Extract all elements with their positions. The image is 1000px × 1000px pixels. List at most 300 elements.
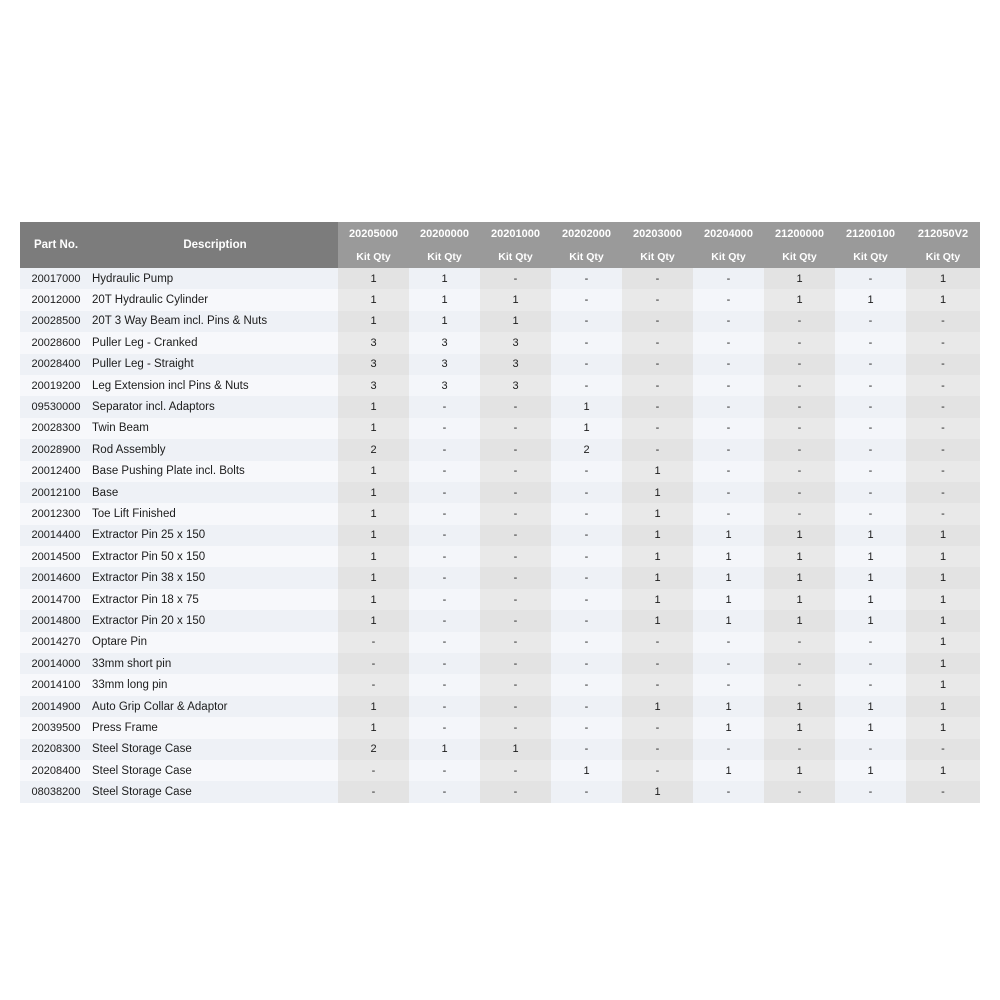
table-row — [20, 781, 980, 802]
cell-kit-qty: 1 — [551, 418, 622, 439]
cell-kit-qty: 1 — [338, 461, 409, 482]
cell-kit-qty: 1 — [906, 525, 980, 546]
cell-kit-qty: 1 — [906, 653, 980, 674]
cell-kit-qty: 3 — [409, 354, 480, 375]
cell-kit-qty: - — [551, 525, 622, 546]
cell-kit-qty: 1 — [906, 674, 980, 695]
header-kit-code-0: 20205000 — [338, 222, 409, 245]
cell-kit-qty: 3 — [338, 332, 409, 353]
cell-kit-qty: 1 — [622, 567, 693, 588]
cell-kit-qty: 1 — [764, 268, 835, 289]
cell-kit-qty: - — [409, 632, 480, 653]
table-row — [20, 332, 980, 353]
table-row — [20, 589, 980, 610]
cell-kit-qty: - — [480, 461, 551, 482]
cell-kit-qty: 1 — [764, 760, 835, 781]
cell-part-no: 20012400 — [20, 461, 92, 482]
cell-kit-qty: 1 — [409, 311, 480, 332]
cell-description: Extractor Pin 25 x 150 — [92, 525, 338, 546]
cell-kit-qty: - — [906, 781, 980, 802]
cell-kit-qty: - — [693, 439, 764, 460]
cell-kit-qty: - — [409, 696, 480, 717]
cell-kit-qty: - — [409, 760, 480, 781]
cell-kit-qty: - — [409, 717, 480, 738]
cell-kit-qty: - — [409, 525, 480, 546]
cell-part-no: 20014500 — [20, 546, 92, 567]
table-row — [20, 354, 980, 375]
table-row — [20, 653, 980, 674]
cell-kit-qty: - — [551, 461, 622, 482]
cell-kit-qty: - — [409, 503, 480, 524]
table-row — [20, 289, 980, 310]
cell-kit-qty: 1 — [338, 418, 409, 439]
cell-kit-qty: - — [622, 289, 693, 310]
cell-kit-qty: - — [551, 696, 622, 717]
cell-kit-qty: 1 — [338, 396, 409, 417]
cell-kit-qty: - — [622, 739, 693, 760]
cell-description: Steel Storage Case — [92, 739, 338, 760]
cell-kit-qty: - — [622, 375, 693, 396]
cell-kit-qty: - — [906, 461, 980, 482]
cell-kit-qty: - — [693, 418, 764, 439]
cell-kit-qty: 1 — [338, 503, 409, 524]
cell-description: Puller Leg - Straight — [92, 354, 338, 375]
cell-kit-qty: 1 — [764, 696, 835, 717]
header-kit-qty-2: Kit Qty — [480, 245, 551, 268]
cell-kit-qty: - — [480, 482, 551, 503]
cell-kit-qty: - — [551, 268, 622, 289]
cell-kit-qty: - — [693, 632, 764, 653]
cell-kit-qty: - — [338, 760, 409, 781]
cell-kit-qty: 1 — [693, 546, 764, 567]
cell-description: Extractor Pin 50 x 150 — [92, 546, 338, 567]
table-row — [20, 717, 980, 738]
cell-kit-qty: 1 — [835, 567, 906, 588]
cell-kit-qty: - — [551, 567, 622, 588]
cell-kit-qty: 3 — [409, 332, 480, 353]
cell-kit-qty: 1 — [622, 696, 693, 717]
cell-kit-qty: - — [338, 653, 409, 674]
cell-kit-qty: 1 — [906, 546, 980, 567]
cell-kit-qty: - — [622, 354, 693, 375]
cell-kit-qty: - — [480, 632, 551, 653]
header-kit-code-3: 20202000 — [551, 222, 622, 245]
cell-kit-qty: 1 — [551, 396, 622, 417]
header-kit-code-1: 20200000 — [409, 222, 480, 245]
cell-description: Toe Lift Finished — [92, 503, 338, 524]
cell-kit-qty: - — [835, 461, 906, 482]
cell-kit-qty: - — [835, 268, 906, 289]
cell-part-no: 20014700 — [20, 589, 92, 610]
table-row — [20, 461, 980, 482]
cell-kit-qty: 1 — [622, 503, 693, 524]
cell-kit-qty: - — [480, 674, 551, 695]
cell-kit-qty: - — [835, 418, 906, 439]
cell-kit-qty: 1 — [693, 610, 764, 631]
cell-kit-qty: - — [693, 268, 764, 289]
cell-kit-qty: 1 — [409, 268, 480, 289]
cell-kit-qty: 1 — [622, 610, 693, 631]
table-row — [20, 396, 980, 417]
cell-description: Optare Pin — [92, 632, 338, 653]
cell-kit-qty: - — [693, 461, 764, 482]
table-row — [20, 632, 980, 653]
cell-kit-qty: - — [480, 696, 551, 717]
cell-kit-qty: - — [906, 503, 980, 524]
cell-description: Base Pushing Plate incl. Bolts — [92, 461, 338, 482]
cell-kit-qty: - — [693, 503, 764, 524]
cell-kit-qty: - — [551, 482, 622, 503]
table-row — [20, 739, 980, 760]
cell-kit-qty: 1 — [764, 289, 835, 310]
cell-kit-qty: 1 — [622, 525, 693, 546]
cell-kit-qty: 1 — [764, 610, 835, 631]
cell-kit-qty: - — [409, 396, 480, 417]
cell-kit-qty: 1 — [409, 289, 480, 310]
cell-kit-qty: - — [409, 546, 480, 567]
cell-kit-qty: 1 — [338, 567, 409, 588]
cell-kit-qty: - — [338, 674, 409, 695]
cell-description: Separator incl. Adaptors — [92, 396, 338, 417]
cell-kit-qty: - — [835, 674, 906, 695]
cell-kit-qty: 1 — [835, 589, 906, 610]
cell-kit-qty: - — [835, 396, 906, 417]
cell-kit-qty: 1 — [551, 760, 622, 781]
cell-kit-qty: - — [409, 439, 480, 460]
cell-kit-qty: - — [835, 739, 906, 760]
cell-description: 20T Hydraulic Cylinder — [92, 289, 338, 310]
cell-kit-qty: - — [622, 439, 693, 460]
cell-kit-qty: 1 — [338, 311, 409, 332]
cell-kit-qty: - — [551, 739, 622, 760]
cell-kit-qty: - — [906, 482, 980, 503]
cell-kit-qty: 1 — [409, 739, 480, 760]
cell-part-no: 20039500 — [20, 717, 92, 738]
cell-kit-qty: - — [409, 610, 480, 631]
header-kit-code-4: 20203000 — [622, 222, 693, 245]
cell-kit-qty: - — [693, 332, 764, 353]
cell-part-no: 20014600 — [20, 567, 92, 588]
cell-kit-qty: 2 — [338, 439, 409, 460]
cell-kit-qty: - — [693, 375, 764, 396]
cell-kit-qty: 3 — [480, 332, 551, 353]
cell-kit-qty: 1 — [338, 482, 409, 503]
cell-kit-qty: - — [409, 653, 480, 674]
header-kit-qty-1: Kit Qty — [409, 245, 480, 268]
cell-kit-qty: - — [764, 396, 835, 417]
cell-description: 33mm long pin — [92, 674, 338, 695]
header-kit-code-8: 212050V2 — [906, 222, 980, 245]
cell-kit-qty: - — [480, 589, 551, 610]
cell-kit-qty: 1 — [906, 610, 980, 631]
cell-part-no: 20012000 — [20, 289, 92, 310]
cell-kit-qty: 1 — [693, 717, 764, 738]
table-row — [20, 546, 980, 567]
cell-kit-qty: - — [693, 653, 764, 674]
header-kit-qty-4: Kit Qty — [622, 245, 693, 268]
cell-kit-qty: - — [409, 589, 480, 610]
cell-kit-qty: - — [551, 610, 622, 631]
cell-description: Steel Storage Case — [92, 781, 338, 802]
cell-kit-qty: - — [693, 289, 764, 310]
cell-kit-qty: - — [693, 674, 764, 695]
header-kit-code-5: 20204000 — [693, 222, 764, 245]
table-row — [20, 268, 980, 289]
cell-kit-qty: 1 — [480, 311, 551, 332]
cell-part-no: 20014100 — [20, 674, 92, 695]
header-kit-qty-0: Kit Qty — [338, 245, 409, 268]
table-row — [20, 610, 980, 631]
cell-kit-qty: - — [693, 354, 764, 375]
header-kit-qty-6: Kit Qty — [764, 245, 835, 268]
cell-kit-qty: 1 — [764, 589, 835, 610]
header-part-no: Part No. — [20, 222, 92, 268]
cell-kit-qty: - — [409, 418, 480, 439]
cell-kit-qty: - — [764, 739, 835, 760]
cell-kit-qty: - — [906, 418, 980, 439]
cell-kit-qty: - — [906, 739, 980, 760]
cell-kit-qty: - — [764, 461, 835, 482]
cell-kit-qty: 3 — [480, 375, 551, 396]
cell-kit-qty: - — [764, 418, 835, 439]
cell-kit-qty: 1 — [338, 525, 409, 546]
cell-kit-qty: - — [764, 354, 835, 375]
cell-part-no: 20208400 — [20, 760, 92, 781]
cell-kit-qty: 1 — [338, 610, 409, 631]
cell-description: Extractor Pin 20 x 150 — [92, 610, 338, 631]
cell-part-no: 20014270 — [20, 632, 92, 653]
cell-kit-qty: 1 — [622, 482, 693, 503]
cell-kit-qty: - — [551, 589, 622, 610]
cell-kit-qty: 1 — [835, 525, 906, 546]
cell-kit-qty: - — [764, 503, 835, 524]
cell-kit-qty: - — [551, 503, 622, 524]
cell-description: Auto Grip Collar & Adaptor — [92, 696, 338, 717]
cell-part-no: 09530000 — [20, 396, 92, 417]
cell-part-no: 20019200 — [20, 375, 92, 396]
table-row — [20, 567, 980, 588]
cell-kit-qty: 1 — [835, 760, 906, 781]
cell-kit-qty: - — [480, 717, 551, 738]
cell-kit-qty: - — [409, 781, 480, 802]
cell-kit-qty: 1 — [835, 289, 906, 310]
header-kit-code-6: 21200000 — [764, 222, 835, 245]
cell-kit-qty: 1 — [764, 525, 835, 546]
cell-part-no: 20014800 — [20, 610, 92, 631]
cell-kit-qty: - — [551, 653, 622, 674]
cell-part-no: 20208300 — [20, 739, 92, 760]
cell-kit-qty: 1 — [622, 589, 693, 610]
cell-kit-qty: - — [409, 674, 480, 695]
cell-kit-qty: - — [480, 610, 551, 631]
cell-kit-qty: - — [480, 653, 551, 674]
header-kit-code-7: 21200100 — [835, 222, 906, 245]
cell-description: Hydraulic Pump — [92, 268, 338, 289]
cell-kit-qty: - — [693, 311, 764, 332]
cell-part-no: 08038200 — [20, 781, 92, 802]
cell-kit-qty: 1 — [338, 696, 409, 717]
cell-kit-qty: 1 — [906, 632, 980, 653]
cell-description: Extractor Pin 18 x 75 — [92, 589, 338, 610]
cell-kit-qty: - — [906, 375, 980, 396]
cell-kit-qty: - — [409, 461, 480, 482]
cell-kit-qty: 1 — [764, 717, 835, 738]
table-row — [20, 503, 980, 524]
cell-kit-qty: - — [764, 781, 835, 802]
cell-kit-qty: 1 — [693, 589, 764, 610]
table-row — [20, 418, 980, 439]
cell-kit-qty: - — [693, 739, 764, 760]
header-row-kit-codes — [20, 222, 980, 245]
cell-description: Steel Storage Case — [92, 760, 338, 781]
table-row — [20, 696, 980, 717]
cell-part-no: 20028500 — [20, 311, 92, 332]
table-row — [20, 674, 980, 695]
cell-kit-qty: - — [480, 760, 551, 781]
cell-kit-qty: - — [835, 632, 906, 653]
cell-kit-qty: - — [551, 289, 622, 310]
cell-kit-qty: 1 — [906, 567, 980, 588]
cell-kit-qty: 2 — [551, 439, 622, 460]
cell-kit-qty: 1 — [835, 696, 906, 717]
cell-kit-qty: - — [480, 525, 551, 546]
cell-kit-qty: 1 — [693, 567, 764, 588]
cell-part-no: 20012100 — [20, 482, 92, 503]
table-row — [20, 482, 980, 503]
cell-kit-qty: 1 — [906, 717, 980, 738]
cell-part-no: 20028400 — [20, 354, 92, 375]
table-row — [20, 439, 980, 460]
cell-description: Twin Beam — [92, 418, 338, 439]
cell-kit-qty: 1 — [338, 717, 409, 738]
cell-kit-qty: - — [764, 375, 835, 396]
cell-kit-qty: - — [551, 674, 622, 695]
cell-part-no: 20028900 — [20, 439, 92, 460]
cell-part-no: 20014900 — [20, 696, 92, 717]
cell-kit-qty: - — [551, 717, 622, 738]
cell-kit-qty: - — [835, 311, 906, 332]
cell-kit-qty: 2 — [338, 739, 409, 760]
cell-kit-qty: - — [338, 632, 409, 653]
cell-kit-qty: 1 — [764, 567, 835, 588]
cell-kit-qty: 1 — [622, 546, 693, 567]
cell-description: Base — [92, 482, 338, 503]
cell-kit-qty: - — [622, 632, 693, 653]
cell-kit-qty: 1 — [835, 717, 906, 738]
parts-table-container — [20, 222, 980, 803]
cell-kit-qty: - — [480, 781, 551, 802]
cell-kit-qty: 1 — [906, 268, 980, 289]
header-kit-qty-8: Kit Qty — [906, 245, 980, 268]
cell-kit-qty: - — [835, 503, 906, 524]
cell-kit-qty: - — [906, 354, 980, 375]
cell-part-no: 20028300 — [20, 418, 92, 439]
cell-kit-qty: - — [835, 332, 906, 353]
cell-kit-qty: - — [551, 332, 622, 353]
cell-description: Extractor Pin 38 x 150 — [92, 567, 338, 588]
table-body — [20, 268, 980, 803]
cell-kit-qty: - — [835, 482, 906, 503]
cell-kit-qty: - — [693, 482, 764, 503]
cell-kit-qty: 1 — [480, 739, 551, 760]
cell-kit-qty: - — [551, 546, 622, 567]
cell-kit-qty: 1 — [835, 610, 906, 631]
cell-kit-qty: - — [551, 354, 622, 375]
cell-kit-qty: - — [835, 653, 906, 674]
cell-kit-qty: 1 — [835, 546, 906, 567]
cell-kit-qty: - — [551, 781, 622, 802]
cell-kit-qty: - — [906, 439, 980, 460]
cell-kit-qty: - — [480, 418, 551, 439]
cell-kit-qty: 1 — [338, 546, 409, 567]
cell-kit-qty: - — [480, 546, 551, 567]
cell-kit-qty: - — [622, 396, 693, 417]
cell-kit-qty: - — [764, 332, 835, 353]
cell-description: Press Frame — [92, 717, 338, 738]
cell-kit-qty: - — [764, 674, 835, 695]
cell-kit-qty: - — [551, 632, 622, 653]
cell-kit-qty: 1 — [764, 546, 835, 567]
cell-kit-qty: - — [622, 268, 693, 289]
header-kit-qty-7: Kit Qty — [835, 245, 906, 268]
cell-kit-qty: 1 — [693, 760, 764, 781]
table-row — [20, 525, 980, 546]
cell-kit-qty: - — [835, 439, 906, 460]
cell-kit-qty: - — [693, 781, 764, 802]
cell-description: 20T 3 Way Beam incl. Pins & Nuts — [92, 311, 338, 332]
cell-kit-qty: - — [622, 332, 693, 353]
cell-kit-qty: - — [906, 332, 980, 353]
cell-kit-qty: - — [906, 311, 980, 332]
cell-description: 33mm short pin — [92, 653, 338, 674]
cell-kit-qty: - — [480, 439, 551, 460]
cell-kit-qty: - — [480, 567, 551, 588]
cell-kit-qty: - — [480, 396, 551, 417]
cell-description: Leg Extension incl Pins & Nuts — [92, 375, 338, 396]
cell-part-no: 20014000 — [20, 653, 92, 674]
cell-kit-qty: - — [835, 354, 906, 375]
cell-kit-qty: - — [409, 482, 480, 503]
cell-kit-qty: - — [622, 311, 693, 332]
cell-description: Puller Leg - Cranked — [92, 332, 338, 353]
cell-kit-qty: - — [338, 781, 409, 802]
cell-kit-qty: - — [764, 632, 835, 653]
header-kit-qty-3: Kit Qty — [551, 245, 622, 268]
cell-kit-qty: - — [622, 760, 693, 781]
cell-kit-qty: - — [622, 418, 693, 439]
cell-kit-qty: - — [551, 375, 622, 396]
cell-kit-qty: 3 — [480, 354, 551, 375]
cell-kit-qty: 1 — [693, 525, 764, 546]
cell-part-no: 20017000 — [20, 268, 92, 289]
cell-kit-qty: - — [693, 396, 764, 417]
cell-kit-qty: 1 — [338, 268, 409, 289]
cell-kit-qty: - — [480, 503, 551, 524]
cell-part-no: 20028600 — [20, 332, 92, 353]
cell-kit-qty: - — [622, 674, 693, 695]
table-row — [20, 311, 980, 332]
cell-kit-qty: - — [835, 781, 906, 802]
cell-kit-qty: 1 — [693, 696, 764, 717]
cell-kit-qty: - — [764, 653, 835, 674]
cell-kit-qty: - — [764, 482, 835, 503]
cell-kit-qty: 1 — [338, 589, 409, 610]
parts-compatibility-table — [20, 222, 980, 803]
cell-part-no: 20014400 — [20, 525, 92, 546]
cell-kit-qty: - — [622, 717, 693, 738]
cell-kit-qty: 1 — [622, 781, 693, 802]
cell-kit-qty: - — [764, 439, 835, 460]
